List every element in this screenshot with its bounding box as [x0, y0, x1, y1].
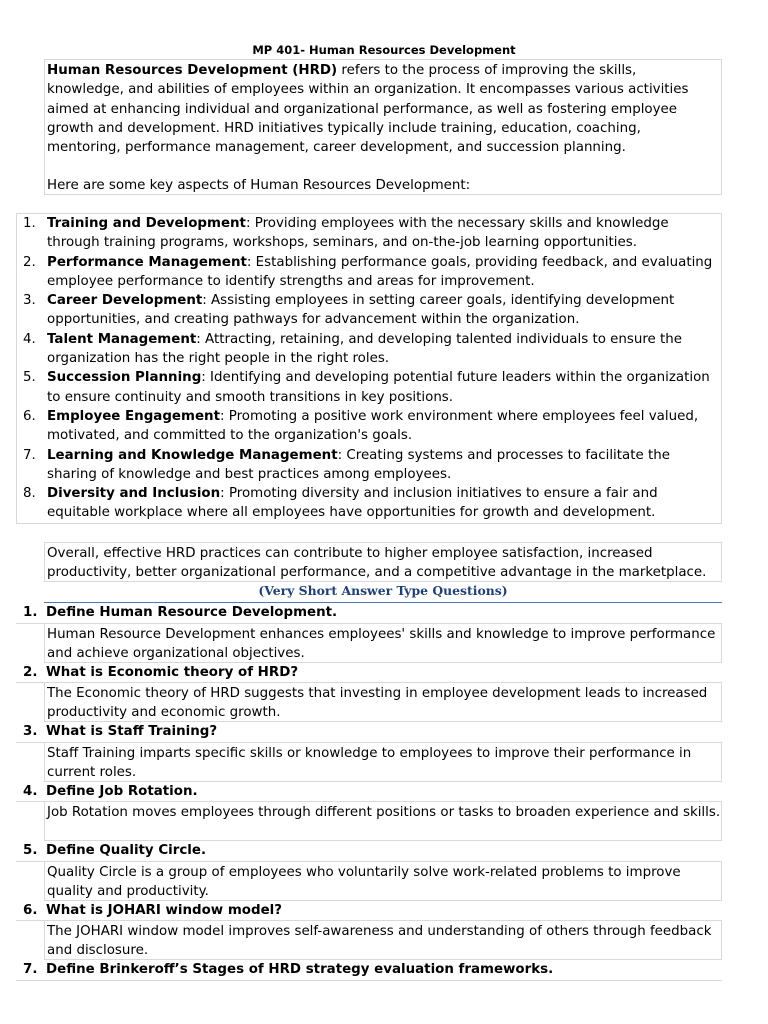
question-text: Define Job Rotation.: [46, 783, 198, 799]
question-text: What is Staff Training?: [46, 724, 218, 739]
page-title: MP 401- Human Resources Development: [252, 43, 516, 57]
aspect-title: Performance Management: [47, 254, 247, 270]
question-number: 6.: [23, 902, 38, 918]
aspect-number: 3.: [23, 293, 36, 309]
qa-section-heading: (Very Short Answer Type Questions): [44, 582, 722, 603]
aspect-number: 6.: [23, 408, 36, 424]
aspect-description: : Promoting diversity and inclusion initiatives to ensure a fair and equitable workplace where all employees have opportunities for growth and development.: [47, 486, 658, 521]
answer-row: Staff Training imparts specific skills or knowledge to employees to improve their performance in current roles.: [44, 743, 722, 782]
aspect-number: 5.: [23, 370, 36, 386]
intro-definition: refers to the process of improving the skills, knowledge, and abilities of employees within an organization. It encompasses various activities aimed at enhancing individual and organizational performance, as well as fostering employee growth and development. HRD initiatives typically include training, education, coaching, mentoring, performance management, career development, and succession planning.: [47, 63, 689, 156]
question-row: [16, 901, 722, 922]
question-text: What is JOHARI window model?: [46, 902, 283, 918]
question-row: [16, 663, 722, 684]
aspect-item: [17, 253, 721, 292]
aspect-description: : Assisting employees in setting career goals, identifying development opportunities, and creating pathways for advancement within the organization.: [47, 293, 675, 328]
intro-term: Human Resources Development (HRD): [47, 63, 338, 78]
answer-row: Human Resource Development enhances employees' skills and knowledge to improve performance and achieve organizational objectives.: [44, 624, 722, 663]
aspect-number: 1.: [23, 216, 36, 231]
answer-row: The Economic theory of HRD suggests that investing in employee development leads to increased productivity and economic growth.: [44, 683, 722, 722]
question-number: 7.: [23, 962, 38, 977]
answer-row: Job Rotation moves employees through different positions or tasks to broaden experience and skills.: [44, 802, 722, 841]
question-row: [16, 722, 722, 743]
aspect-title: Career Development: [47, 293, 203, 309]
question-row: [16, 960, 722, 981]
aspect-item: [17, 446, 721, 485]
aspect-number: 2.: [23, 254, 36, 270]
question-number: 1.: [23, 605, 38, 620]
question-number: 3.: [23, 724, 38, 739]
aspect-item: [17, 407, 721, 446]
aspect-description: : Identifying and developing potential future leaders within the organization to ensure continuity and smooth transitions in key positions.: [47, 370, 710, 405]
aspects-list: [16, 213, 722, 524]
question-text: Define Brinkeroff’s Stages of HRD strategy evaluation frameworks.: [46, 962, 554, 977]
aspect-item: [17, 484, 721, 523]
aspect-title: Employee Engagement: [47, 408, 220, 424]
aspect-title: Talent Management: [47, 331, 197, 347]
aspect-description: : Promoting a positive work environment where employees feel valued, motivated, and committed to the organization's goals.: [47, 408, 699, 444]
aspect-number: 8.: [23, 486, 36, 502]
question-number: 4.: [23, 783, 38, 799]
aspect-item: [17, 291, 721, 330]
qa-table: [16, 603, 722, 981]
aspects-ordered-list: [17, 214, 721, 523]
aspect-description: : Attracting, retaining, and developing talented individuals to ensure the organization has the right people in the right roles.: [47, 331, 683, 367]
question-row: [16, 782, 722, 803]
question-row: [16, 603, 722, 624]
summary-section: [44, 542, 722, 582]
answer-row: The JOHARI window model improves self-awareness and understanding of others through feedback and disclosure.: [44, 921, 722, 960]
answer-row: Quality Circle is a group of employees who voluntarily solve work-related problems to improve quality and productivity.: [44, 862, 722, 901]
question-text: What is Economic theory of HRD?: [46, 664, 299, 680]
intro-section: [44, 59, 722, 195]
summary-text: Overall, effective HRD practices can contribute to higher employee satisfaction, increased productivity, better organizational performance, and a competitive advantage in the marketplace.: [47, 546, 707, 581]
question-text: Define Human Resource Development.: [46, 605, 338, 620]
aspect-title: Diversity and Inclusion: [47, 486, 221, 502]
intro-lead-in: Here are some key aspects of Human Resources Development:: [47, 178, 471, 194]
aspect-item: [17, 368, 721, 407]
aspect-item: [17, 214, 721, 253]
question-number: 5.: [23, 843, 38, 858]
aspect-number: 4.: [23, 331, 36, 347]
question-text: Define Quality Circle.: [46, 843, 207, 858]
aspect-description: : Establishing performance goals, providing feedback, and evaluating employee performance to identify strengths and areas for improvement.: [47, 254, 713, 289]
aspect-title: Training and Development: [47, 216, 246, 231]
question-number: 2.: [23, 664, 38, 680]
aspect-item: [17, 330, 721, 369]
aspect-title: Learning and Knowledge Management: [47, 447, 338, 463]
question-row: [16, 841, 722, 862]
aspect-number: 7.: [23, 447, 36, 463]
aspect-description: : Providing employees with the necessary skills and knowledge through training programs, workshops, seminars, and on-the-job learning opportunities.: [47, 216, 669, 251]
aspect-title: Succession Planning: [47, 370, 202, 386]
aspect-description: : Creating systems and processes to facilitate the sharing of knowledge and best practices among employees.: [47, 447, 670, 482]
intro-paragraph: [47, 61, 717, 157]
